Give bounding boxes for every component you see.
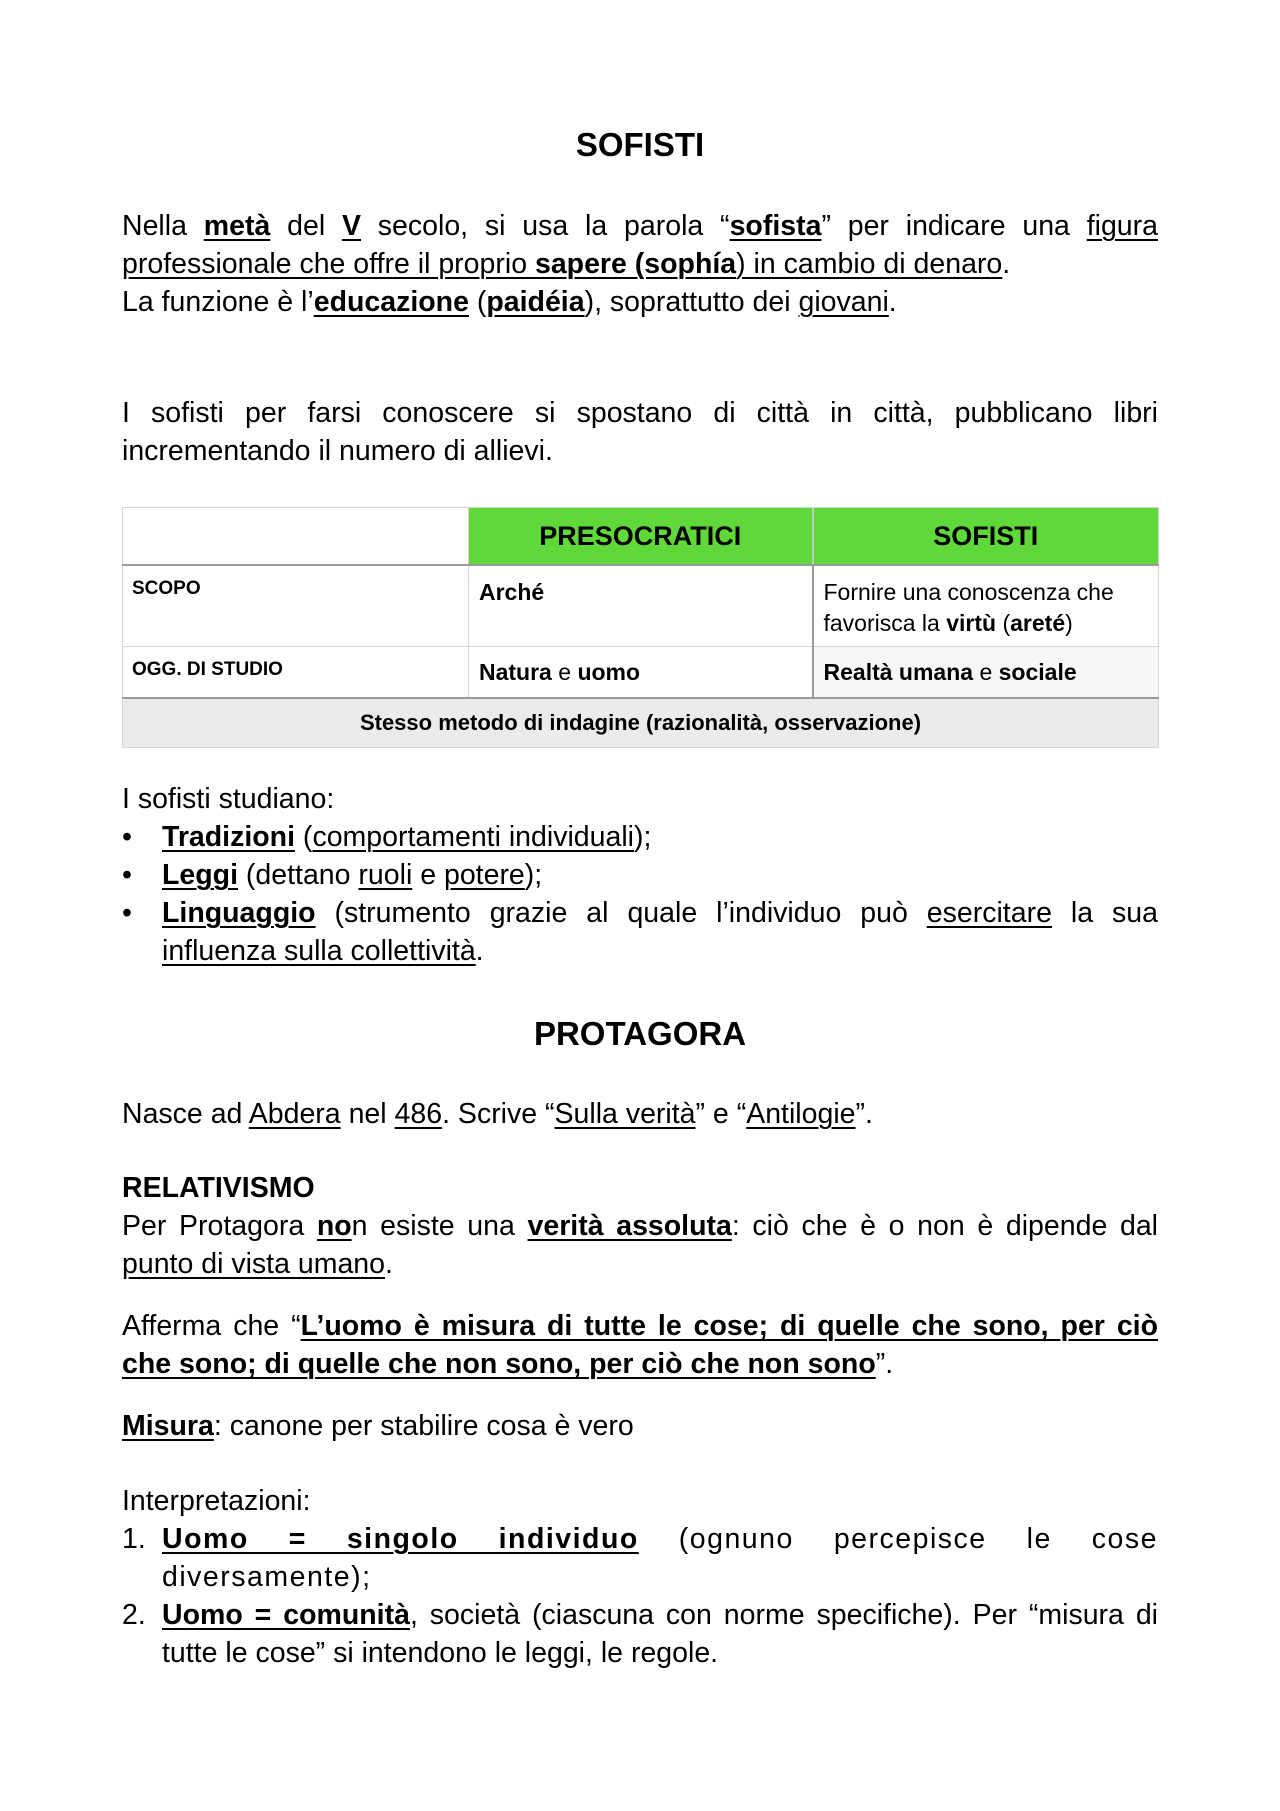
term-sapere: sapere (sophía: [534, 248, 737, 280]
list-item: [122, 1520, 1158, 1596]
text: (dettano: [238, 859, 359, 891]
underlined-text: ruoli: [358, 859, 413, 891]
text: e: [412, 859, 444, 891]
list-item: [122, 1596, 1158, 1672]
comparison-table: [122, 507, 1159, 748]
page-title: SOFISTI: [575, 126, 705, 163]
text: Natura: [479, 659, 552, 685]
cell-presocratici-scopo: [469, 565, 813, 647]
term-paideia: paidéia: [486, 286, 585, 318]
cell-sofisti-scopo: [813, 565, 1159, 647]
list-number: 1.: [122, 1523, 146, 1555]
bullet-icon: •: [122, 897, 132, 929]
interpretazioni-list: [122, 1520, 1158, 1672]
underlined-text: ) in cambio di denaro: [736, 248, 1003, 280]
list-item: [122, 856, 1158, 894]
table-header-presocratici: PRESOCRATICI: [469, 508, 813, 566]
text: (ognuno percepisce le cose diversamente);: [162, 1523, 1158, 1593]
term: no: [316, 1210, 352, 1242]
term: Leggi: [162, 859, 238, 891]
text: ” e “: [695, 1098, 747, 1130]
text: sociale: [998, 659, 1077, 685]
text: . Scrive “: [442, 1098, 555, 1130]
text: .: [385, 1248, 393, 1280]
text: la sua: [1051, 897, 1158, 929]
year: 486: [394, 1098, 443, 1130]
interpretazioni-heading: Interpretazioni:: [122, 1485, 311, 1517]
text: e: [973, 659, 999, 685]
text: Nella: [122, 210, 204, 242]
text: del: [270, 210, 342, 242]
term-sofista: sofista: [729, 210, 822, 242]
list-item: [122, 818, 1158, 856]
text: ” per indicare una: [821, 210, 1087, 242]
text: (: [468, 286, 487, 318]
text: Arché: [479, 579, 545, 605]
row-label-oggetto: OGG. DI STUDIO: [123, 647, 469, 699]
text: );: [634, 821, 652, 853]
cell-sofisti-oggetto: [813, 647, 1159, 699]
place-abdera: Abdera: [248, 1098, 341, 1130]
underlined-text: figura professionale che offre il proprio: [122, 210, 1158, 280]
text: e: [551, 659, 578, 685]
text: ): [1065, 610, 1073, 636]
text: Fornire una conoscenza che favorisca la: [823, 579, 1114, 636]
protagora-bio: [122, 1095, 1158, 1133]
text: Realtà umana: [823, 659, 974, 685]
text: .: [1002, 248, 1011, 280]
intro-paragraph-3: I sofisti per farsi conoscere si spostano di città in città, pubblicano libri incrementando il numero di allievi.: [122, 397, 1158, 467]
bullet-icon: •: [122, 859, 132, 891]
subheading-relativismo: RELATIVISMO: [122, 1172, 315, 1204]
text: Nasce ad: [122, 1098, 249, 1130]
text: ”.: [855, 1098, 873, 1130]
studies-intro: I sofisti studiano:: [122, 783, 335, 815]
text: n esiste una: [351, 1210, 528, 1242]
text: areté: [1010, 610, 1066, 636]
term-giovani: giovani: [798, 286, 889, 318]
misura-definition: [122, 1407, 1158, 1445]
text: : canone per stabilire cosa è vero: [213, 1410, 634, 1442]
studies-list: [122, 818, 1158, 970]
table-row: [123, 647, 1159, 699]
text: (: [996, 610, 1011, 636]
term: Uomo = singolo individuo: [162, 1523, 639, 1555]
work-title: Antilogie: [746, 1098, 856, 1130]
table-footer-row: [123, 698, 1159, 748]
term: Tradizioni: [162, 821, 296, 853]
intro-paragraph-2: [122, 283, 1158, 321]
section-title-protagora: PROTAGORA: [533, 1015, 747, 1052]
table-row: [123, 565, 1159, 647]
text: nel: [340, 1098, 395, 1130]
work-title: Sulla verità: [554, 1098, 696, 1130]
text: (: [295, 821, 313, 853]
text: .: [475, 935, 484, 967]
term-meta: metà: [203, 210, 271, 242]
quote: L’uomo è misura di tutte le cose; di quelle che sono, per ciò che sono; di quelle che non sono, per ciò che non sono: [122, 1310, 1158, 1380]
text: secolo, si usa la parola “: [360, 210, 730, 242]
text: La funzione è l’: [122, 286, 314, 318]
term-v: V: [341, 210, 361, 242]
row-label-scopo: SCOPO: [123, 565, 469, 647]
text: Per Protagora: [122, 1210, 317, 1242]
quote-paragraph: [122, 1307, 1158, 1383]
bullet-icon: •: [122, 821, 132, 853]
term: Uomo = comunità: [162, 1599, 410, 1631]
underlined-text: punto di vista umano: [122, 1248, 385, 1280]
text: virtù: [946, 610, 997, 636]
underlined-text: potere: [443, 859, 525, 891]
list-item: [122, 894, 1158, 970]
text: );: [524, 859, 543, 891]
text: (strumento grazie al quale l’individuo può: [315, 897, 927, 929]
text: : ciò che è o non è dipende dal: [731, 1210, 1159, 1242]
underlined-text: influenza sulla collettività: [162, 935, 476, 967]
term: Misura: [122, 1410, 214, 1442]
term: Linguaggio: [162, 897, 316, 929]
text: Afferma che “: [122, 1310, 301, 1342]
table-header-sofisti: SOFISTI: [813, 508, 1159, 566]
table-header-empty: [123, 508, 469, 566]
relativismo-paragraph: [122, 1207, 1158, 1283]
underlined-text: comportamenti individuali: [312, 821, 635, 853]
cell-presocratici-oggetto: [469, 647, 813, 699]
text: .: [888, 286, 897, 318]
intro-paragraph-1: [122, 207, 1158, 283]
text: ”.: [875, 1348, 894, 1380]
text: , società (ciascuna con norme specifiche). Per “misura di tutte le cose” si intendono le leggi, le regole.: [162, 1599, 1159, 1669]
underlined-text: esercitare: [926, 897, 1052, 929]
term-educazione: educazione: [313, 286, 469, 318]
list-number: 2.: [122, 1599, 146, 1631]
table-footer: Stesso metodo di indagine (razionalità, osservazione): [123, 698, 1159, 748]
text: uomo: [577, 659, 641, 685]
term: verità assoluta: [527, 1210, 732, 1242]
text: ), soprattutto dei: [584, 286, 799, 318]
table-header-row: [123, 508, 1159, 566]
